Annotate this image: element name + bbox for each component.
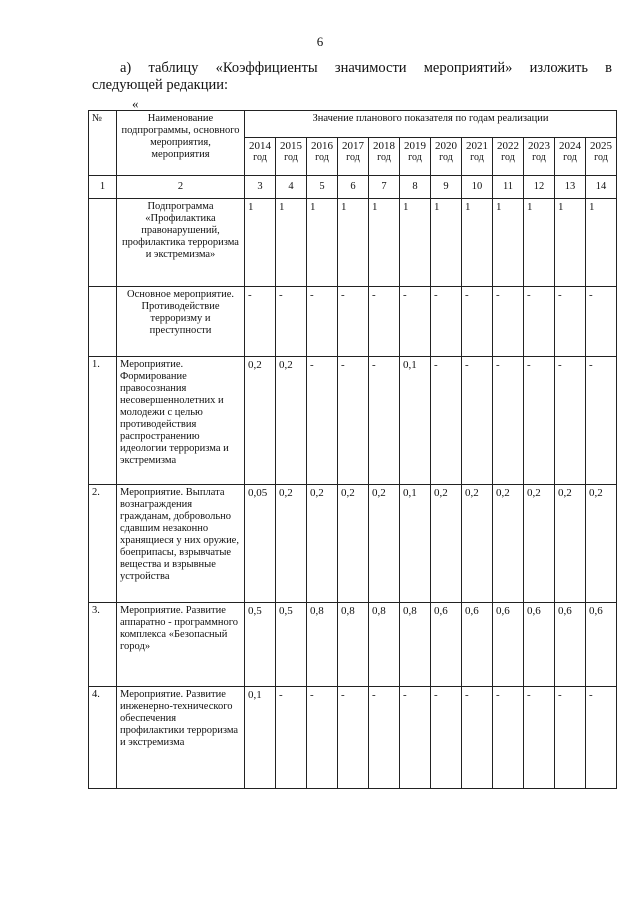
value-cell: 0,2 (586, 485, 617, 603)
row-number: 2. (89, 485, 117, 603)
value-cell: 0,6 (431, 603, 462, 687)
column-index-cell: 7 (369, 176, 400, 199)
value-cell: 0,2 (555, 485, 586, 603)
header-year-2017 (338, 138, 369, 176)
value-cell: 1 (555, 199, 586, 287)
column-index-cell: 2 (117, 176, 245, 199)
header-year-2025 (586, 138, 617, 176)
row-name: Основное мероприятие. Противодействие терроризму и преступности (117, 287, 245, 357)
header-year-2023 (524, 138, 555, 176)
row-name: Мероприятие. Развитие аппаратно - программного комплекса «Безопасный город» (117, 603, 245, 687)
intro-line-2: следующей редакции: (92, 77, 229, 93)
column-index-cell: 10 (462, 176, 493, 199)
value-cell: 0,8 (369, 603, 400, 687)
row-number (89, 287, 117, 357)
header-year-unit: год (532, 152, 546, 163)
intro-paragraph (92, 60, 612, 94)
header-year-unit: год (408, 152, 422, 163)
header-year-value: 2015 (280, 140, 302, 152)
header-year-unit: год (501, 152, 515, 163)
value-cell: - (462, 687, 493, 789)
value-cell: 1 (431, 199, 462, 287)
value-cell: 0,2 (276, 485, 307, 603)
value-cell: 0,8 (400, 603, 431, 687)
column-index-cell: 1 (89, 176, 117, 199)
value-cell: - (462, 287, 493, 357)
value-cell: 1 (493, 199, 524, 287)
value-cell: 1 (276, 199, 307, 287)
header-year-value: 2019 (404, 140, 426, 152)
row-name: Мероприятие. Развитие инженерно-технического обеспечения профилактики терроризма и экстремизма (117, 687, 245, 789)
value-cell: 0,1 (245, 687, 276, 789)
value-cell: - (493, 357, 524, 485)
value-cell: - (493, 687, 524, 789)
header-year-unit: год (284, 152, 298, 163)
value-cell: - (400, 287, 431, 357)
table-row (89, 603, 617, 687)
value-cell: 0,1 (400, 357, 431, 485)
value-cell: 0,2 (462, 485, 493, 603)
value-cell: 0,05 (245, 485, 276, 603)
value-cell: 0,6 (555, 603, 586, 687)
row-name: Подпрограмма «Профилактика правонарушений, профилактика терроризма и экстремизма» (117, 199, 245, 287)
header-year-2016 (307, 138, 338, 176)
header-year-value: 2014 (249, 140, 271, 152)
value-cell: 0,6 (493, 603, 524, 687)
column-index-cell: 8 (400, 176, 431, 199)
value-cell: - (307, 287, 338, 357)
header-year-value: 2017 (342, 140, 364, 152)
value-cell: - (338, 687, 369, 789)
opening-quote-mark: « (132, 96, 139, 111)
column-index-cell: 6 (338, 176, 369, 199)
value-cell: 1 (369, 199, 400, 287)
value-cell: - (462, 357, 493, 485)
column-index-cell: 4 (276, 176, 307, 199)
header-year-2020 (431, 138, 462, 176)
value-cell: - (307, 357, 338, 485)
value-cell: 0,6 (586, 603, 617, 687)
row-number: 3. (89, 603, 117, 687)
value-cell: - (493, 287, 524, 357)
value-cell: 0,8 (307, 603, 338, 687)
page-number: 6 (316, 34, 324, 49)
header-year-unit: год (377, 152, 391, 163)
header-year-2014 (245, 138, 276, 176)
value-cell: - (555, 357, 586, 485)
value-cell: 0,2 (307, 485, 338, 603)
coefficients-table (88, 110, 617, 789)
header-year-value: 2022 (497, 140, 519, 152)
header-year-2015 (276, 138, 307, 176)
header-year-unit: год (470, 152, 484, 163)
column-index-cell: 13 (555, 176, 586, 199)
value-cell: 0,6 (524, 603, 555, 687)
value-cell: 0,2 (524, 485, 555, 603)
table-row (89, 287, 617, 357)
value-cell: 0,5 (276, 603, 307, 687)
header-year-value: 2020 (435, 140, 457, 152)
value-cell: 0,2 (431, 485, 462, 603)
value-cell: - (524, 357, 555, 485)
value-cell: 1 (245, 199, 276, 287)
value-cell: 1 (586, 199, 617, 287)
header-year-unit: год (346, 152, 360, 163)
header-year-unit: год (315, 152, 329, 163)
header-year-value: 2023 (528, 140, 550, 152)
header-year-2018 (369, 138, 400, 176)
header-name: Наименование подпрограммы, основного мероприятия, мероприятия (117, 111, 245, 176)
value-cell: 0,8 (338, 603, 369, 687)
value-cell: 0,2 (369, 485, 400, 603)
value-cell: - (524, 687, 555, 789)
value-cell: 0,1 (400, 485, 431, 603)
value-cell: - (245, 287, 276, 357)
header-year-2019 (400, 138, 431, 176)
row-number (89, 199, 117, 287)
intro-line-1: а) таблицу «Коэффициенты значимости мероприятий» изложить в (120, 60, 612, 76)
value-cell: - (369, 357, 400, 485)
row-number: 1. (89, 357, 117, 485)
value-cell: - (276, 287, 307, 357)
table-row (89, 199, 617, 287)
header-year-value: 2024 (559, 140, 581, 152)
header-number: № (89, 111, 117, 176)
header-year-unit: год (253, 152, 267, 163)
value-cell: - (524, 287, 555, 357)
value-cell: - (431, 687, 462, 789)
header-year-2022 (493, 138, 524, 176)
value-cell: 0,2 (493, 485, 524, 603)
row-name: Мероприятие. Выплата вознаграждения гражданам, добровольно сдавшим незаконно хранящиеся у них оружие, боеприпасы, взрывчатые вещества и взрывные устройства (117, 485, 245, 603)
column-index-cell: 12 (524, 176, 555, 199)
value-cell: - (338, 357, 369, 485)
value-cell: 1 (338, 199, 369, 287)
value-cell: 1 (307, 199, 338, 287)
header-values-group: Значение планового показателя по годам реализации (245, 111, 617, 138)
value-cell: - (555, 687, 586, 789)
header-year-value: 2018 (373, 140, 395, 152)
header-year-unit: год (439, 152, 453, 163)
value-cell: - (369, 687, 400, 789)
header-year-unit: год (594, 152, 608, 163)
value-cell: - (431, 357, 462, 485)
value-cell: - (586, 357, 617, 485)
value-cell: - (369, 287, 400, 357)
value-cell: - (338, 287, 369, 357)
value-cell: 0,2 (245, 357, 276, 485)
header-year-2024 (555, 138, 586, 176)
header-year-value: 2016 (311, 140, 333, 152)
value-cell: 1 (524, 199, 555, 287)
row-name: Мероприятие. Формирование правосознания несовершеннолетних и молодежи с целью противодействия распространению идеологии терроризма и экстремизма (117, 357, 245, 485)
header-year-2021 (462, 138, 493, 176)
header-year-unit: год (563, 152, 577, 163)
header-year-value: 2021 (466, 140, 488, 152)
column-index-cell: 14 (586, 176, 617, 199)
column-index-row (89, 176, 617, 199)
column-index-cell: 3 (245, 176, 276, 199)
value-cell: - (307, 687, 338, 789)
value-cell: 0,2 (338, 485, 369, 603)
value-cell: - (586, 687, 617, 789)
value-cell: 1 (462, 199, 493, 287)
value-cell: 1 (400, 199, 431, 287)
column-index-cell: 5 (307, 176, 338, 199)
row-number: 4. (89, 687, 117, 789)
header-year-value: 2025 (590, 140, 612, 152)
value-cell: 0,6 (462, 603, 493, 687)
value-cell: - (555, 287, 586, 357)
value-cell: - (586, 287, 617, 357)
value-cell: - (431, 287, 462, 357)
value-cell: - (400, 687, 431, 789)
column-index-cell: 11 (493, 176, 524, 199)
value-cell: - (276, 687, 307, 789)
column-index-cell: 9 (431, 176, 462, 199)
table-row (89, 687, 617, 789)
table-row (89, 357, 617, 485)
value-cell: 0,5 (245, 603, 276, 687)
table-row (89, 485, 617, 603)
value-cell: 0,2 (276, 357, 307, 485)
